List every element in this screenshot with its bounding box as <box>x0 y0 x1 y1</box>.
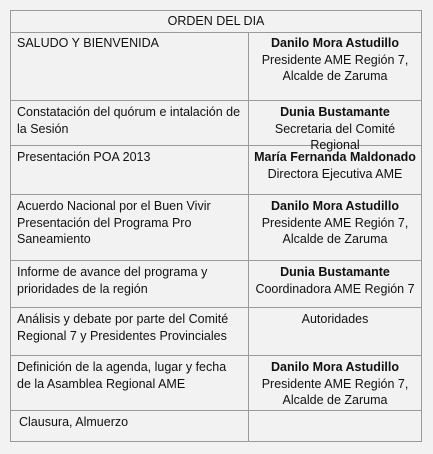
responsible-role: Alcalde de Zaruma <box>282 232 388 246</box>
responsible-role: Alcalde de Zaruma <box>282 393 388 407</box>
agenda-row <box>11 411 421 441</box>
responsible-name: Danilo Mora Astudillo <box>270 199 399 213</box>
responsible-name: María Fernanda Maldonado <box>254 150 416 164</box>
agenda-item: SALUDO Y BIENVENIDA <box>17 36 159 50</box>
agenda-row <box>11 101 421 152</box>
responsible-name: Dunia Bustamante <box>280 265 390 279</box>
responsible-role: Directora Ejecutiva AME <box>267 166 403 181</box>
agenda-item: Constatación del quórum e intalación de la Sesión <box>17 105 241 136</box>
agenda-responsible <box>249 35 421 85</box>
agenda-row <box>11 356 421 411</box>
responsible-name: Danilo Mora Astudillo <box>270 36 399 50</box>
responsible-name: Dunia Bustamante <box>280 105 390 119</box>
agenda-row <box>11 32 421 101</box>
agenda-item: Análisis y debate por parte del Comité Regional 7 y Presidentes Provinciales <box>17 312 229 343</box>
responsible-role: Alcalde de Zaruma <box>282 69 388 83</box>
agenda-row <box>11 261 421 308</box>
responsible-role: Presidente AME Región 7, <box>261 376 409 391</box>
responsible-role: Presidente AME Región 7, <box>261 215 409 230</box>
responsible-role: Autoridades <box>301 312 369 326</box>
agenda-responsible <box>249 264 421 297</box>
agenda-item: Informe de avance del programa y prioridades de la región <box>17 265 208 296</box>
responsible-role: Secretaria del Comité Regional <box>274 121 396 152</box>
agenda-row <box>11 146 421 195</box>
column-divider <box>248 32 249 441</box>
agenda-title: ORDEN DEL DIA <box>11 11 421 33</box>
agenda-item: Presentación POA 2013 <box>17 150 151 164</box>
responsible-name: Danilo Mora Astudillo <box>270 360 399 374</box>
agenda-table <box>10 10 422 442</box>
responsible-role: Coordinadora AME Región 7 <box>255 281 415 296</box>
agenda-responsible <box>249 198 421 248</box>
agenda-responsible <box>249 311 421 328</box>
agenda-row <box>11 195 421 261</box>
agenda-item: Acuerdo Nacional por el Buen Vivir Presentación del Programa Pro Saneamiento <box>17 199 211 246</box>
agenda-item: Clausura, Almuerzo <box>19 415 129 429</box>
agenda-responsible <box>249 359 421 409</box>
agenda-responsible <box>249 149 421 182</box>
responsible-role: Presidente AME Región 7, <box>261 52 409 67</box>
agenda-row <box>11 308 421 356</box>
agenda-item: Definición de la agenda, lugar y fecha de la Asamblea Regional AME <box>17 360 227 391</box>
